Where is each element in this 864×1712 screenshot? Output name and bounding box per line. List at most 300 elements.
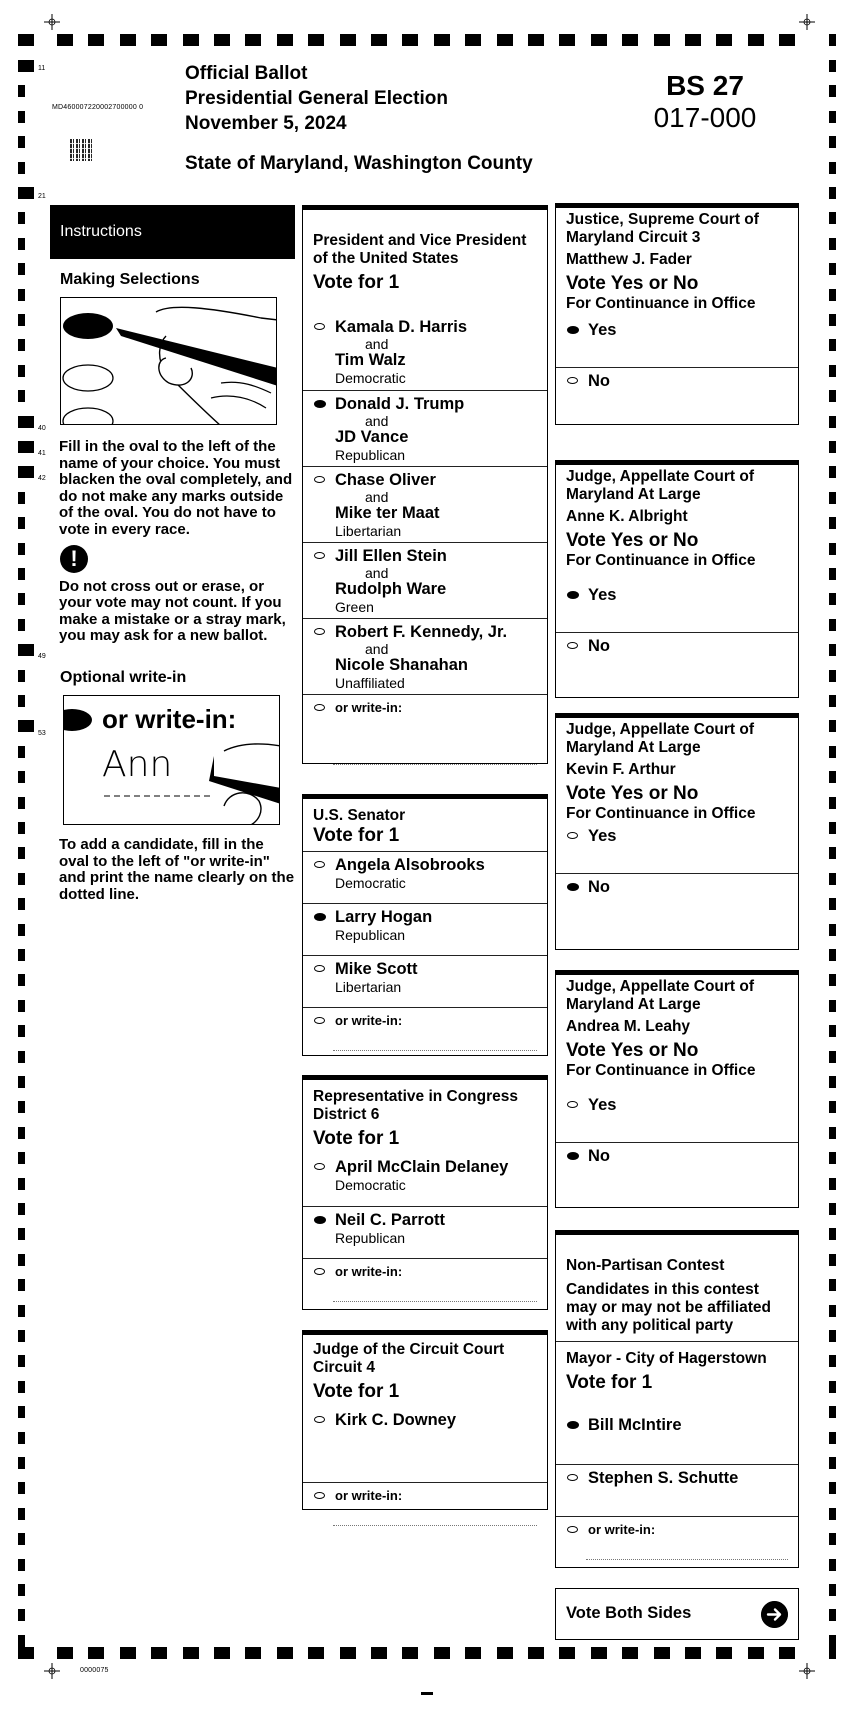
mayor-header <box>556 1341 798 1394</box>
timing-mark <box>18 797 25 809</box>
contest-title: Judge of the Circuit Court Circuit 4 <box>313 1341 505 1376</box>
no-option[interactable] <box>556 873 798 923</box>
oval[interactable] <box>314 1163 325 1170</box>
timing-mark <box>434 34 450 46</box>
vote-for-label: Vote for 1 <box>313 1128 400 1149</box>
timing-mark <box>18 263 25 275</box>
option-label: Yes <box>588 586 617 604</box>
candidate-name: Stephen S. Schutte <box>588 1469 739 1487</box>
running-mate-name: Rudolph Ware <box>335 580 447 598</box>
writein-label: or write-in: <box>335 1488 403 1503</box>
timing-mark <box>18 1609 25 1621</box>
vote-yes-no-label: Vote Yes or No <box>566 783 699 804</box>
oval-filled[interactable] <box>314 913 326 921</box>
candidate-option[interactable] <box>303 390 547 466</box>
vote-both-sides-label: Vote Both Sides <box>566 1604 692 1622</box>
writein-option[interactable] <box>303 1258 547 1308</box>
contest-circuit-court <box>302 1330 548 1510</box>
timing-mark <box>18 1305 25 1317</box>
timing-mark <box>829 263 836 275</box>
conjunction: and <box>365 336 389 352</box>
timing-mark <box>829 568 836 580</box>
nonpartisan-note: Candidates in this contest may or may not be affiliated with any political party <box>566 1281 771 1334</box>
timing-mark <box>340 34 356 46</box>
ballot-title: Official Ballot <box>185 63 308 84</box>
oval[interactable] <box>314 1017 325 1024</box>
timing-mark <box>151 1647 167 1659</box>
timing-mark <box>18 1254 25 1266</box>
precinct-code: 017-000 <box>653 102 757 133</box>
timing-mark <box>18 644 34 656</box>
writein-line[interactable] <box>333 1050 537 1051</box>
registration-crosshair-icon <box>799 1663 815 1679</box>
timing-mark <box>18 1228 25 1240</box>
running-mate-name: Tim Walz <box>335 351 406 369</box>
candidate-name: Chase Oliver <box>335 471 436 489</box>
timing-mark <box>829 492 836 504</box>
candidate-option[interactable] <box>303 1206 547 1258</box>
oval-filled[interactable] <box>567 326 579 334</box>
writein-line[interactable] <box>333 1301 537 1302</box>
timing-mark <box>18 187 34 199</box>
writein-example-name: Ann <box>102 743 173 785</box>
timing-mark <box>18 720 34 732</box>
timing-mark <box>18 543 25 555</box>
oval[interactable] <box>314 1492 325 1499</box>
party-label: Republican <box>335 447 406 463</box>
timing-mark <box>465 1647 481 1659</box>
timing-mark <box>829 720 836 732</box>
timing-mark <box>18 1051 25 1063</box>
timing-mark <box>18 1127 25 1139</box>
election-name: Presidential General Election <box>185 88 448 109</box>
timing-mark <box>18 746 25 758</box>
timing-mark <box>120 1647 136 1659</box>
timing-mark <box>18 466 34 478</box>
candidate-option[interactable] <box>303 466 547 542</box>
candidate-name: Donald J. Trump <box>335 395 465 413</box>
timing-mark <box>829 517 836 529</box>
timing-mark <box>829 543 836 555</box>
continuance-label: For Continuance in Office <box>566 805 756 822</box>
timing-mark <box>829 1584 836 1596</box>
oval[interactable] <box>314 323 325 330</box>
vote-for-label: Vote for 1 <box>566 1372 653 1393</box>
nonpartisan-heading: Non-Partisan Contest <box>566 1257 725 1274</box>
candidate-option[interactable] <box>303 618 547 694</box>
timing-mark <box>18 339 25 351</box>
party-label: Green <box>335 599 374 615</box>
registration-crosshair-icon <box>799 14 815 30</box>
timing-mark <box>18 289 25 301</box>
timing-mark <box>18 390 25 402</box>
contest-title: Justice, Supreme Court of Maryland Circuit 3 <box>566 211 759 246</box>
timing-mark <box>829 1279 836 1291</box>
ballot-style-block <box>640 70 770 134</box>
yes-option[interactable] <box>556 1092 798 1142</box>
timing-mark <box>829 85 836 97</box>
timing-mark <box>829 1025 836 1037</box>
candidate-name: April McClain Delaney <box>335 1158 509 1176</box>
writein-option[interactable] <box>303 1007 547 1057</box>
yes-option[interactable] <box>556 582 798 632</box>
party-label: Democratic <box>335 875 406 891</box>
timing-mark <box>183 34 199 46</box>
oval-filled[interactable] <box>314 1216 326 1224</box>
writein-label: or write-in: <box>588 1522 656 1537</box>
contest-mayor <box>555 1230 799 1568</box>
oval-filled[interactable] <box>567 1421 579 1429</box>
timing-mark <box>402 34 418 46</box>
timing-mark <box>829 1609 836 1621</box>
oval[interactable] <box>314 1416 325 1423</box>
writein-label: or write-in: <box>335 1013 403 1028</box>
oval[interactable] <box>567 832 578 839</box>
timing-mark <box>18 212 25 224</box>
option-label: Yes <box>588 1096 617 1114</box>
warning-text: Do not cross out or erase, or your vote may not count. If you make a mistake or a stray mark, you may ask for a new ballot. <box>59 577 286 645</box>
timing-mark <box>829 1533 836 1545</box>
timing-mark <box>829 441 836 453</box>
oval[interactable] <box>314 861 325 868</box>
oval[interactable] <box>314 476 325 483</box>
timing-mark <box>829 339 836 351</box>
contest-congress <box>302 1075 548 1310</box>
option-label: No <box>588 637 610 655</box>
timing-mark <box>277 1647 293 1659</box>
timing-mark <box>829 1101 836 1113</box>
timing-row-label: 40 <box>38 425 46 432</box>
timing-mark <box>18 1508 25 1520</box>
timing-mark <box>57 34 73 46</box>
timing-mark <box>829 974 836 986</box>
timing-mark <box>829 314 836 326</box>
timing-mark <box>829 466 836 478</box>
oval[interactable] <box>314 1268 325 1275</box>
instructions-panel <box>50 205 295 903</box>
party-label: Democratic <box>335 370 406 386</box>
timing-mark <box>829 1254 836 1266</box>
timing-mark <box>18 949 25 961</box>
continuance-label: For Continuance in Office <box>566 1062 756 1079</box>
timing-mark <box>829 136 836 148</box>
vote-yes-no-label: Vote Yes or No <box>566 530 699 551</box>
writein-label: or write-in: <box>335 1264 403 1279</box>
timing-mark <box>829 365 836 377</box>
fill-oval-illustration <box>60 297 277 425</box>
running-mate-name: Mike ter Maat <box>335 504 440 522</box>
timing-mark <box>654 34 670 46</box>
timing-mark <box>829 1203 836 1215</box>
timing-mark <box>245 1647 261 1659</box>
timing-mark <box>18 1432 25 1444</box>
no-option[interactable] <box>556 367 798 417</box>
candidate-option[interactable] <box>556 1412 798 1464</box>
candidate-option[interactable] <box>303 851 547 903</box>
election-date: November 5, 2024 <box>185 113 347 134</box>
writein-illustration <box>63 695 280 825</box>
yes-option[interactable] <box>556 317 798 367</box>
option-list <box>303 314 547 694</box>
timing-mark <box>18 1647 34 1659</box>
timing-mark <box>497 1647 513 1659</box>
timing-mark <box>829 1127 836 1139</box>
oval[interactable] <box>567 1101 578 1108</box>
qr-code-icon <box>70 139 92 161</box>
timing-mark <box>465 34 481 46</box>
writein-line[interactable] <box>586 1559 788 1560</box>
fold-mark <box>421 1692 433 1695</box>
contest-title: Mayor - City of Hagerstown <box>566 1350 767 1367</box>
candidate-option[interactable] <box>556 1464 798 1516</box>
timing-mark <box>829 1076 836 1088</box>
timing-mark <box>18 416 34 428</box>
timing-row-label: 21 <box>38 193 46 200</box>
oval[interactable] <box>567 1474 578 1481</box>
timing-mark <box>88 34 104 46</box>
vote-for-label: Vote for 1 <box>313 272 400 293</box>
timing-mark <box>18 314 25 326</box>
timing-mark <box>18 60 34 72</box>
timing-mark <box>829 162 836 174</box>
timing-mark <box>829 898 836 910</box>
timing-mark <box>88 1647 104 1659</box>
timing-mark <box>245 34 261 46</box>
timing-mark <box>214 1647 230 1659</box>
timing-mark <box>829 34 836 46</box>
timing-mark <box>779 34 795 46</box>
timing-mark <box>829 1000 836 1012</box>
timing-mark <box>18 568 25 580</box>
contest-appellate-arthur <box>555 713 799 950</box>
arrow-right-circle-icon <box>761 1601 788 1628</box>
optional-writein-heading: Optional write-in <box>60 668 187 686</box>
timing-mark <box>18 34 34 46</box>
timing-mark <box>528 1647 544 1659</box>
timing-mark <box>18 1279 25 1291</box>
timing-mark <box>829 1051 836 1063</box>
oval[interactable] <box>314 552 325 559</box>
timing-mark <box>559 34 575 46</box>
timing-mark <box>829 416 836 428</box>
candidate-name: Neil C. Parrott <box>335 1211 446 1229</box>
timing-mark <box>829 1152 836 1164</box>
timing-mark <box>748 34 764 46</box>
timing-mark <box>18 1482 25 1494</box>
timing-mark <box>829 1559 836 1571</box>
timing-mark <box>18 593 25 605</box>
timing-mark <box>18 111 25 123</box>
option-list <box>303 1154 547 1258</box>
jurisdiction: State of Maryland, Washington County <box>185 153 533 174</box>
conjunction: and <box>365 641 389 657</box>
vote-for-label: Vote for 1 <box>313 1381 400 1402</box>
timing-mark <box>829 1457 836 1469</box>
timing-mark <box>18 1152 25 1164</box>
timing-mark <box>18 822 25 834</box>
timing-mark <box>18 847 25 859</box>
timing-mark <box>497 34 513 46</box>
oval[interactable] <box>567 377 578 384</box>
timing-mark <box>57 1647 73 1659</box>
timing-mark <box>622 34 638 46</box>
timing-mark <box>18 898 25 910</box>
conjunction: and <box>365 489 389 505</box>
timing-mark <box>18 771 25 783</box>
timing-mark <box>18 441 34 453</box>
timing-row-label: 49 <box>38 653 46 660</box>
timing-mark <box>829 1381 836 1393</box>
candidate-option[interactable] <box>303 903 547 955</box>
timing-mark <box>829 695 836 707</box>
party-label: Unaffiliated <box>335 675 405 691</box>
timing-mark <box>18 162 25 174</box>
timing-mark <box>371 34 387 46</box>
warning-icon: ! <box>60 545 88 573</box>
oval-filled[interactable] <box>567 1152 579 1160</box>
timing-mark <box>829 1482 836 1494</box>
timing-mark <box>18 1330 25 1342</box>
ballot-serial: 0000075 <box>80 1667 109 1674</box>
running-mate-name: Nicole Shanahan <box>335 656 468 674</box>
fill-instructions: Fill in the oval to the left of the name of your choice. You must blacken the oval completely, and do not make any marks outside of the oval. You do not have to vote in every race. <box>59 438 293 538</box>
judge-name: Matthew J. Fader <box>566 251 692 268</box>
continuance-label: For Continuance in Office <box>566 295 756 312</box>
candidate-name: Larry Hogan <box>335 908 433 926</box>
timing-mark <box>18 1000 25 1012</box>
timing-mark <box>829 289 836 301</box>
writein-example-label: or write-in: <box>102 703 237 734</box>
contest-title: President and Vice President of the United States <box>313 232 527 267</box>
timing-mark <box>591 34 607 46</box>
continuance-label: For Continuance in Office <box>566 552 756 569</box>
timing-mark <box>214 34 230 46</box>
oval[interactable] <box>314 628 325 635</box>
oval-filled[interactable] <box>567 883 579 891</box>
timing-mark <box>829 1647 836 1659</box>
timing-mark <box>18 1533 25 1545</box>
judge-name: Anne K. Albright <box>566 508 688 525</box>
timing-mark <box>829 1635 836 1647</box>
option-label: No <box>588 372 610 390</box>
timing-mark <box>829 924 836 936</box>
candidate-name: Bill McIntire <box>588 1416 682 1434</box>
timing-mark <box>18 1203 25 1215</box>
contest-appellate-leahy <box>555 970 799 1208</box>
timing-mark <box>18 238 25 250</box>
timing-mark <box>591 1647 607 1659</box>
timing-mark <box>18 1025 25 1037</box>
writein-option[interactable] <box>303 694 547 771</box>
timing-mark <box>829 212 836 224</box>
timing-mark <box>559 1647 575 1659</box>
timing-mark <box>18 1076 25 1088</box>
party-label: Democratic <box>335 1177 406 1193</box>
writein-option[interactable] <box>303 1482 547 1532</box>
no-option[interactable] <box>556 632 798 682</box>
timing-mark <box>829 1406 836 1418</box>
timing-mark <box>622 1647 638 1659</box>
running-mate-name: JD Vance <box>335 428 409 446</box>
oval[interactable] <box>314 704 325 711</box>
option-label: Yes <box>588 827 617 845</box>
timing-mark <box>434 1647 450 1659</box>
timing-mark <box>829 619 836 631</box>
contest-title: Judge, Appellate Court of Maryland At Large <box>566 978 755 1013</box>
contest-president <box>302 205 548 764</box>
timing-mark <box>779 1647 795 1659</box>
oval-filled[interactable] <box>567 591 579 599</box>
timing-mark <box>18 670 25 682</box>
timing-mark <box>308 1647 324 1659</box>
writein-option[interactable] <box>556 1516 798 1566</box>
timing-mark <box>18 924 25 936</box>
candidate-option[interactable] <box>303 955 547 1007</box>
timing-mark <box>18 695 25 707</box>
timing-mark <box>829 644 836 656</box>
contest-title: U.S. Senator <box>313 807 406 824</box>
writein-instructions: To add a candidate, fill in the oval to the left of "or write-in" and print the name clearly on the dotted line. <box>59 835 295 903</box>
oval[interactable] <box>567 1526 578 1533</box>
oval[interactable] <box>314 965 325 972</box>
writein-line[interactable] <box>333 764 537 765</box>
timing-mark <box>18 136 25 148</box>
yes-option[interactable] <box>556 823 798 873</box>
timing-mark <box>18 1406 25 1418</box>
judge-name: Kevin F. Arthur <box>566 761 676 778</box>
timing-mark <box>18 1355 25 1367</box>
timing-mark <box>18 1381 25 1393</box>
contest-title: Representative in Congress District 6 <box>313 1088 519 1123</box>
timing-mark <box>829 238 836 250</box>
oval[interactable] <box>567 642 578 649</box>
timing-mark <box>716 34 732 46</box>
writein-line[interactable] <box>333 1525 537 1526</box>
timing-mark <box>829 111 836 123</box>
timing-mark <box>829 1355 836 1367</box>
candidate-option[interactable] <box>303 314 547 390</box>
vote-for-label: Vote for 1 <box>313 825 400 846</box>
timing-mark <box>18 873 25 885</box>
option-list <box>556 1412 798 1516</box>
vote-yes-no-label: Vote Yes or No <box>566 273 699 294</box>
party-label: Republican <box>335 1230 406 1246</box>
timing-mark <box>748 1647 764 1659</box>
timing-row-label: 42 <box>38 475 46 482</box>
timing-mark <box>340 1647 356 1659</box>
candidate-option[interactable] <box>303 542 547 618</box>
timing-mark <box>829 1508 836 1520</box>
candidate-name: Robert F. Kennedy, Jr. <box>335 623 508 641</box>
hand-filling-oval-icon <box>61 298 277 425</box>
candidate-option[interactable] <box>303 1407 547 1482</box>
option-label: No <box>588 878 610 896</box>
timing-mark <box>685 34 701 46</box>
candidate-option[interactable] <box>303 1154 547 1206</box>
timing-mark <box>829 1330 836 1342</box>
timing-mark <box>151 34 167 46</box>
no-option[interactable] <box>556 1142 798 1192</box>
timing-mark <box>829 187 836 199</box>
timing-mark <box>402 1647 418 1659</box>
timing-mark <box>829 847 836 859</box>
timing-mark <box>829 873 836 885</box>
oval-filled[interactable] <box>314 400 326 408</box>
timing-mark <box>18 619 25 631</box>
ballot-id: MD460007220002700000 0 <box>52 104 144 111</box>
party-label: Libertarian <box>335 523 402 539</box>
timing-mark <box>18 974 25 986</box>
